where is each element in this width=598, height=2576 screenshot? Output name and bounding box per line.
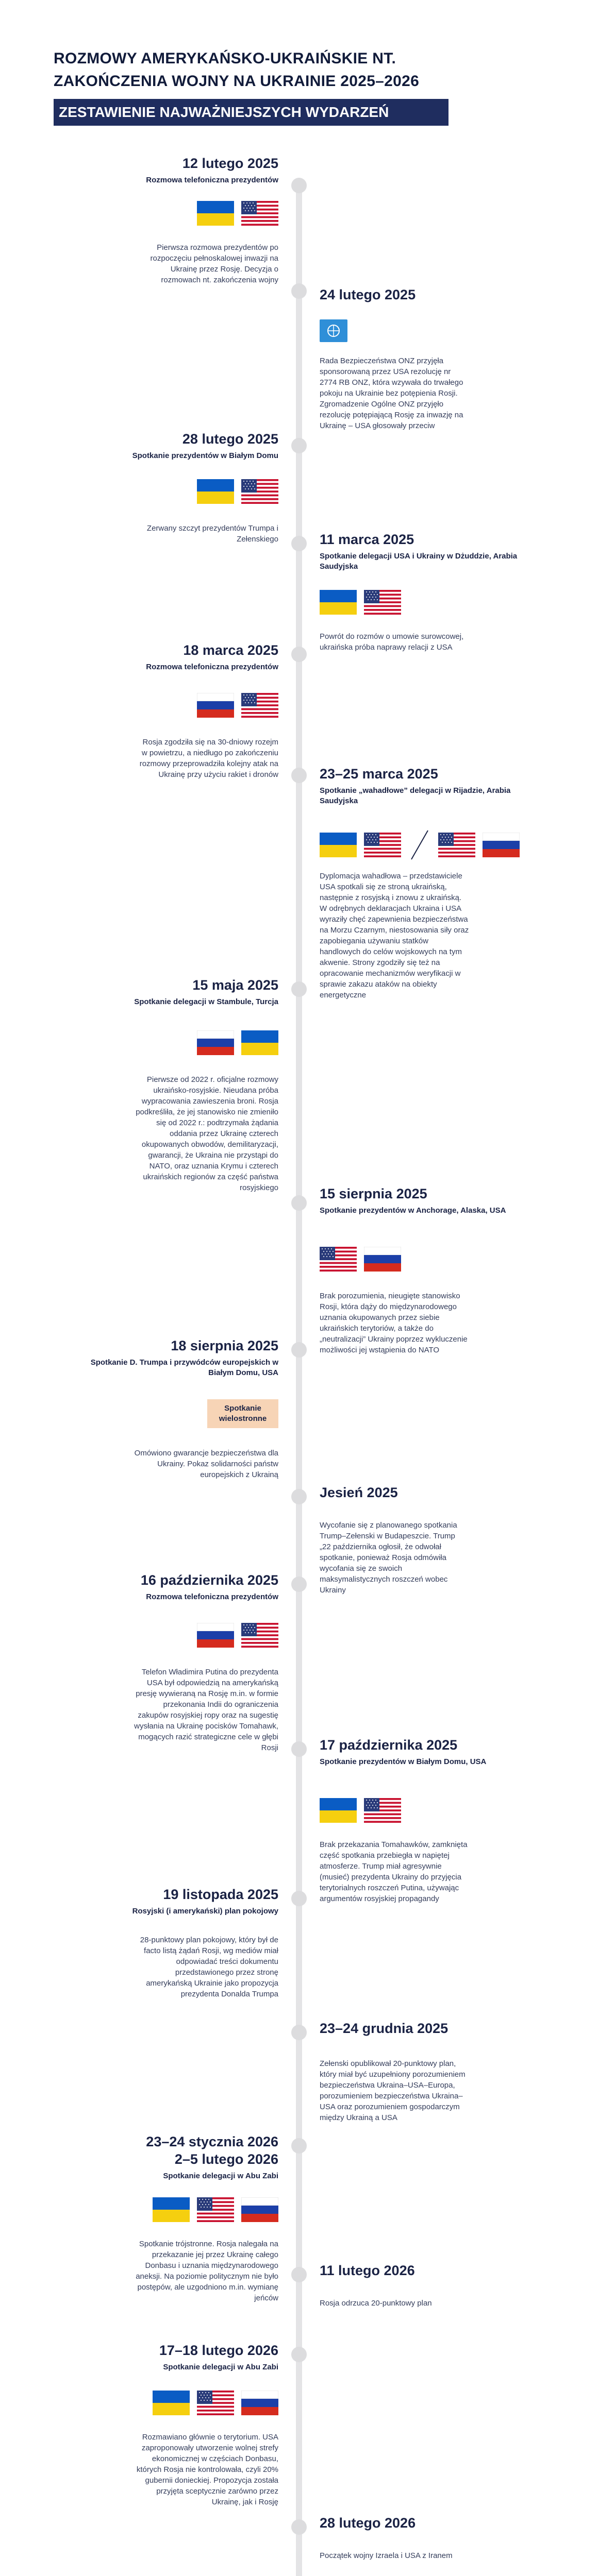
timeline-dot bbox=[291, 647, 307, 662]
event-date: 23–24 stycznia 2026 bbox=[146, 2134, 278, 2149]
usa-flag-icon bbox=[197, 2391, 234, 2415]
event-subtitle: Spotkanie prezydentów w Białym Domu, USA bbox=[320, 1757, 487, 1766]
event-description: Rada Bezpieczeństwa ONZ przyjęła sponsorowaną przez USA rezolucję nr 2774 RB ONZ, która wzywała do trwałego pokoju na Ukrainie bez potępienia Rosji. Zgromadzenie Ogólne ONZ przyjęło rezolucję potępiającą Rosję za inwazję na Ukrainę – USA głosowały przeciw bbox=[320, 357, 463, 430]
event-date: 18 marca 2025 bbox=[183, 642, 278, 658]
event-heading bbox=[77, 1337, 278, 1378]
event-flags bbox=[170, 201, 278, 226]
event-heading bbox=[320, 2514, 521, 2532]
timeline-dot bbox=[291, 1891, 307, 1906]
event-description: Telefon Władimira Putina do prezydenta USA był odpowiedzią na amerykańską presję wywieraną na Rosję m.in. w formie przekonania Indii do ograniczenia zakupów rosyjskiej ropy oraz na sugestię wysłania na Ukrainę pocisków Tomahawk, mogących razić strategiczne cele w głębi Rosji bbox=[134, 1668, 278, 1752]
event-heading bbox=[77, 976, 278, 1007]
usa-flag-icon bbox=[364, 1798, 401, 1823]
timeline-dot bbox=[291, 283, 307, 299]
timeline-dot bbox=[291, 1489, 307, 1504]
event-date: 17–18 lutego 2026 bbox=[159, 2343, 278, 2358]
ukraine-flag-icon bbox=[197, 201, 234, 226]
timeline-dot bbox=[291, 2267, 307, 2282]
russia-flag-icon bbox=[364, 1247, 401, 1272]
timeline-dot bbox=[291, 768, 307, 783]
usa-flag-icon bbox=[241, 201, 278, 226]
event-date: 23–25 marca 2025 bbox=[320, 766, 438, 782]
event-description: Początek wojny Izraela i USA z Iranem bbox=[320, 2551, 453, 2560]
subtitle-banner: ZESTAWIENIE NAJWAŻNIEJSZYCH WYDARZEŃ bbox=[54, 99, 448, 126]
event-heading bbox=[77, 2133, 278, 2181]
event-flags bbox=[320, 1247, 401, 1272]
usa-flag-icon bbox=[364, 833, 401, 857]
event-description: Omówiono gwarancje bezpieczeństwa dla Ukrainy. Pokaz solidarności państw europejskich z Ukrainą bbox=[134, 1449, 278, 1479]
event-description: Zerwany szczyt prezydentów Trumpa i Zełenskiego bbox=[146, 524, 278, 544]
usa-flag-icon bbox=[241, 1623, 278, 1648]
russia-flag-icon bbox=[197, 1623, 234, 1648]
event-subtitle: Rozmowa telefoniczna prezydentów bbox=[146, 176, 278, 184]
timeline-dot bbox=[291, 536, 307, 551]
event-description: Dyplomacja wahadłowa – przedstawiciele USA spotkali się ze stroną ukraińską, następnie z rosyjską i znowu z ukraińską. W odrębnych deklaracjach Ukraina i USA wyraziły chęć zapewnienia bezpieczeństwa na Morzu Czarnym, niestosowania siły oraz zapobiegania używaniu statków handlowych do celów wojskowych na tym akwenie. Strony zgodziły się też na opracowanie mechanizmów weryfikacji w sprawie zakazu ataków na obiekty energetyczne bbox=[320, 872, 469, 999]
event-date: 28 lutego 2026 bbox=[320, 2515, 416, 2531]
event-subtitle: Spotkanie delegacji w Abu Zabi bbox=[163, 2363, 278, 2371]
event-heading bbox=[320, 765, 521, 806]
event-heading bbox=[77, 155, 278, 185]
event-heading bbox=[77, 1886, 278, 1917]
event-heading bbox=[77, 641, 278, 672]
event-subtitle: Rosyjski (i amerykański) plan pokojowy bbox=[132, 1907, 278, 1916]
timeline-dot bbox=[291, 2138, 307, 2154]
event-description: Rosja odrzuca 20-punktowy plan bbox=[320, 2299, 432, 2308]
event-flags bbox=[129, 2197, 278, 2222]
usa-flag-icon bbox=[320, 1247, 357, 1272]
event-subtitle: Spotkanie D. Trumpa i przywódców europejskich w Białym Domu, USA bbox=[90, 1358, 278, 1377]
timeline-dot bbox=[291, 438, 307, 453]
event-flags bbox=[170, 1030, 278, 1055]
timeline-dot bbox=[291, 1195, 307, 1211]
timeline-dot bbox=[291, 2519, 307, 2535]
ukraine-flag-icon bbox=[320, 590, 357, 615]
timeline-dot bbox=[291, 2347, 307, 2362]
event-date: 28 lutego 2025 bbox=[182, 431, 278, 447]
meeting-type-tag: Spotkanie wielostronne bbox=[207, 1399, 278, 1428]
event-heading bbox=[77, 430, 278, 461]
event-flags bbox=[170, 479, 278, 504]
event-date: 15 sierpnia 2025 bbox=[320, 1186, 427, 1201]
event-heading bbox=[320, 1185, 521, 1216]
russia-flag-icon bbox=[197, 1030, 234, 1055]
event-date-second: 2–5 lutego 2026 bbox=[174, 2151, 278, 2167]
event-heading bbox=[320, 2262, 521, 2279]
event-subtitle: Spotkanie „wahadłowe” delegacji w Rijadzie, Arabia Saudyjska bbox=[320, 786, 511, 805]
event-date: 11 lutego 2026 bbox=[320, 2263, 415, 2278]
event-date: 18 sierpnia 2025 bbox=[171, 1338, 278, 1353]
russia-flag-icon bbox=[241, 2391, 278, 2415]
event-date: 23–24 grudnia 2025 bbox=[320, 2021, 448, 2036]
event-heading bbox=[77, 2342, 278, 2372]
russia-flag-icon bbox=[483, 833, 520, 857]
event-date: 15 maja 2025 bbox=[192, 977, 278, 993]
event-heading bbox=[320, 286, 521, 303]
event-heading bbox=[320, 1736, 521, 1767]
timeline-dot bbox=[291, 1577, 307, 1592]
event-date: 17 października 2025 bbox=[320, 1737, 458, 1753]
divider-slash-icon bbox=[408, 829, 431, 860]
event-date: 19 listopada 2025 bbox=[163, 1887, 278, 1902]
event-subtitle: Spotkanie delegacji w Abu Zabi bbox=[163, 2172, 278, 2180]
event-description: Brak przekazania Tomahawków, zamknięta część spotkania przebiegła w napiętej atmosferze. Trump miał agresywnie (musieć) prezydenta Ukrainy do przyjęcia terytorialnych roszczeń Putina, używając argumentów rosyjskiej propagandy bbox=[320, 1840, 468, 1903]
event-date: 24 lutego 2025 bbox=[320, 287, 416, 302]
event-description: Rozmawiano głównie o terytorium. USA zaproponowały utworzenie wolnej strefy ekonomicznej w częściach Donbasu, których Rosja nie kontrolowała, czyli 20% gubernii donieckiej. Propozycja została przyjęta sceptycznie zarówno przez Ukrainę, jak i Rosję bbox=[136, 2433, 278, 2506]
timeline-dot bbox=[291, 178, 307, 193]
event-heading bbox=[320, 2020, 521, 2037]
ukraine-flag-icon bbox=[197, 479, 234, 504]
event-description: Rosja zgodziła się na 30-dniowy rozejm w powietrzu, a niedługo po zakończeniu rozmowy przeprowadziła kolejny atak na Ukrainę przy użyciu rakiet i dronów bbox=[139, 738, 278, 779]
event-subtitle: Spotkanie delegacji USA i Ukrainy w Dżuddzie, Arabia Saudyjska bbox=[320, 552, 518, 571]
ukraine-flag-icon bbox=[153, 2391, 190, 2415]
event-heading bbox=[77, 1571, 278, 1602]
page-title: ROZMOWY AMERYKAŃSKO-UKRAIŃSKIE NT. ZAKOŃCZENIA WOJNY NA UKRAINIE 2025–2026 bbox=[54, 50, 420, 90]
event-description: Zełenski opublikował 20-punktowy plan, który miał być uzupełniony porozumieniem bezpieczeństwa Ukraina–USA–Europa, porozumieniem bezpieczeństwa Ukraina–USA oraz porozumieniem gospodarczym między Ukrainą a USA bbox=[320, 2059, 466, 2122]
usa-flag-icon bbox=[241, 479, 278, 504]
event-description: Powrót do rozmów o umowie surowcowej, ukraińska próba naprawy relacji z USA bbox=[320, 632, 464, 652]
timeline-dot bbox=[291, 1741, 307, 1757]
event-flags bbox=[320, 1798, 401, 1823]
event-flags bbox=[129, 2391, 278, 2415]
event-subtitle: Rozmowa telefoniczna prezydentów bbox=[146, 1592, 278, 1601]
event-flags bbox=[320, 829, 520, 860]
russia-flag-icon bbox=[241, 2197, 278, 2222]
russia-flag-icon bbox=[197, 693, 234, 718]
ukraine-flag-icon bbox=[320, 1798, 357, 1823]
event-description: Wycofanie się z planowanego spotkania Trump–Zełenski w Budapeszcie. Trump „22 października ogłosił, że odwołał spotkanie, ponieważ Rosja odmówiła wycofania się ze swoich maksymalistycznych roszczeń wobec Ukrainy bbox=[320, 1521, 457, 1595]
usa-flag-icon bbox=[438, 833, 475, 857]
timeline-dot bbox=[291, 1342, 307, 1358]
event-subtitle: Spotkanie prezydentów w Anchorage, Alaska, USA bbox=[320, 1206, 506, 1215]
event-date: 11 marca 2025 bbox=[320, 532, 414, 547]
timeline-dot bbox=[291, 2025, 307, 2040]
event-description: Pierwsza rozmowa prezydentów po rozpoczęciu pełnoskalowej inwazji na Ukrainę przez Rosję. Decyzja o rozmowach nt. zakończenia wojny bbox=[150, 243, 278, 284]
event-date: 12 lutego 2025 bbox=[182, 156, 278, 171]
timeline-dot bbox=[291, 981, 307, 997]
ukraine-flag-icon bbox=[153, 2197, 190, 2222]
event-description: 28-punktowy plan pokojowy, który był de facto listą żądań Rosji, wg mediów miał odpowiadać treści dokumentu przedstawionego przez stronę amerykańską Ukrainie jako propozycja prezydenta Donalda Trumpa bbox=[140, 1936, 278, 1998]
un-logo-icon bbox=[320, 319, 347, 342]
event-flags bbox=[170, 693, 278, 718]
ukraine-flag-icon bbox=[320, 833, 357, 857]
event-date: 16 października 2025 bbox=[140, 1572, 278, 1588]
ukraine-flag-icon bbox=[241, 1030, 278, 1055]
usa-flag-icon bbox=[197, 2197, 234, 2222]
event-description: Spotkanie trójstronne. Rosja nalegała na przekazanie jej przez Ukrainę całego Donbasu i uznania międzynarodowego aneksji. Na poziomie politycznym nie było postępów, ale uzgodniono m.in. wymianę jeńców bbox=[136, 2240, 278, 2302]
usa-flag-icon bbox=[364, 590, 401, 615]
event-date: Jesień 2025 bbox=[320, 1485, 398, 1500]
event-description: Pierwsze od 2022 r. oficjalne rozmowy ukraińsko-rosyjskie. Nieudana próba wypracowania zawieszenia broni. Rosja podkreśliła, że jej stanowisko nie zmieniło się od 2022 r.: podtrzymała żądania oddania przez Ukrainę czterech okupowanych obwodów, demilitaryzacji, gwarancji, że Ukraina nie przystąpi do NATO, oraz uznania Krymu i czterech ukraińskich regionów za część państwa rosyjskiego bbox=[136, 1075, 278, 1192]
event-flags bbox=[320, 590, 401, 615]
event-heading bbox=[320, 531, 521, 572]
event-description: Brak porozumienia, nieugięte stanowisko Rosji, która dąży do międzynarodowego uznania okupowanych przez siebie ukraińskich terytoriów, a także do „neutralizacji” Ukrainy poprzez wykluczenie możliwości jej wstąpienia do NATO bbox=[320, 1292, 468, 1354]
event-flags bbox=[170, 1623, 278, 1648]
event-subtitle: Rozmowa telefoniczna prezydentów bbox=[146, 663, 278, 671]
event-subtitle: Spotkanie prezydentów w Białym Domu bbox=[132, 451, 278, 460]
event-heading bbox=[320, 1484, 521, 1501]
usa-flag-icon bbox=[241, 693, 278, 718]
event-subtitle: Spotkanie delegacji w Stambule, Turcja bbox=[134, 997, 278, 1006]
